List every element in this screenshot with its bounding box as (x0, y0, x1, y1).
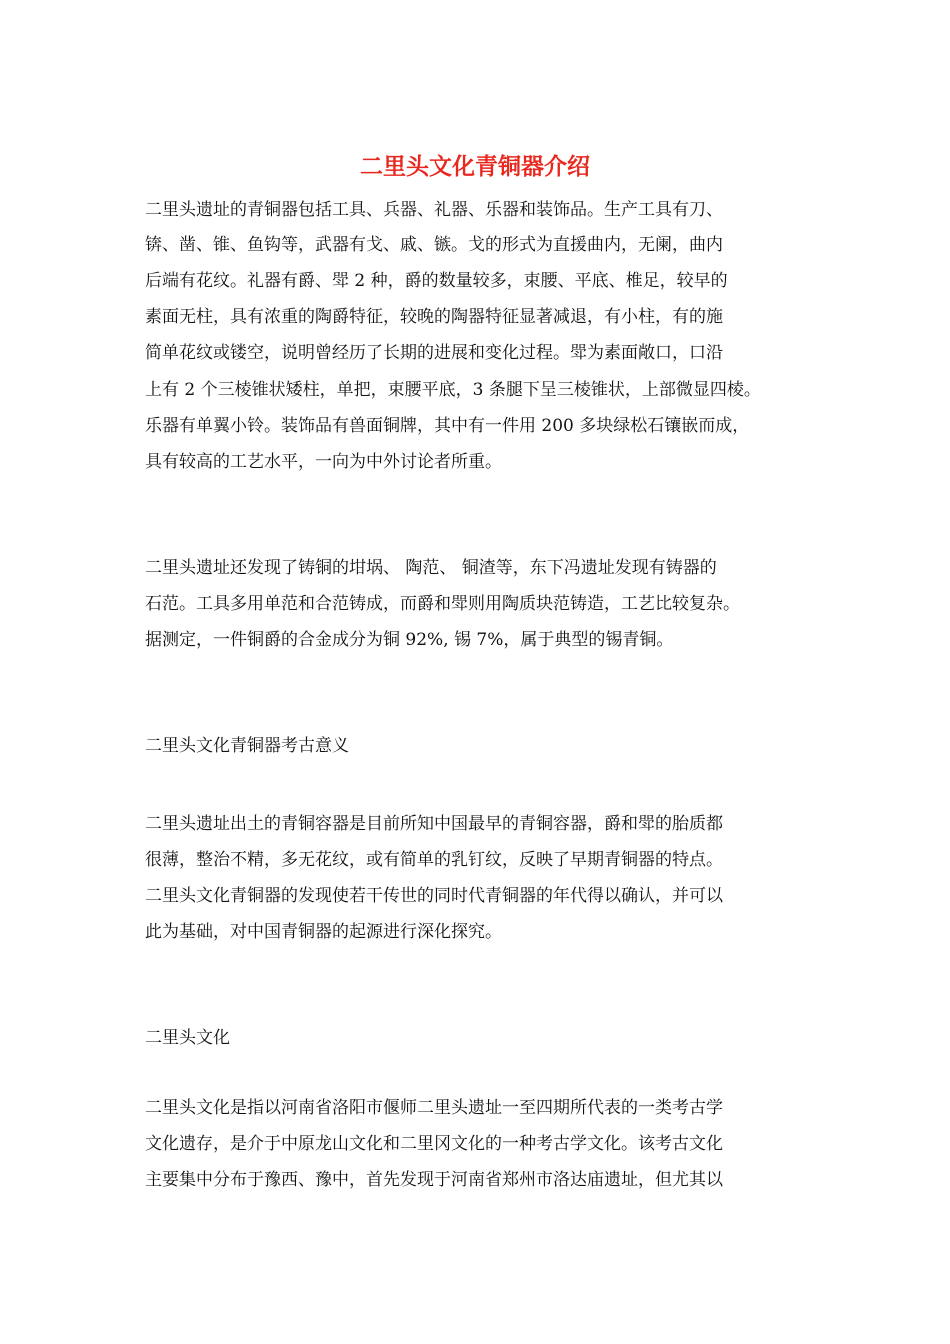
text-line: 二里头遗址出土的青铜容器是目前所知中国最早的青铜容器，爵和斝的胎质都 (145, 814, 723, 834)
text-line: 很薄，整治不精，多无花纹，或有简单的乳钉纹，反映了早期青铜器的特点。 (145, 850, 723, 870)
text-line: 素面无柱，具有浓重的陶爵特征，较晚的陶器特征显著减退，有小柱，有的施 (145, 307, 723, 327)
text-line: 二里头文化青铜器的发现使若干传世的同时代青铜器的年代得以确认，并可以 (145, 886, 723, 906)
text-line: 主要集中分布于豫西、豫中，首先发现于河南省郑州市洛达庙遗址，但尤其以 (145, 1170, 723, 1190)
text-line: 二里头遗址的青铜器包括工具、兵器、礼器、乐器和装饰品。生产工具有刀、 (145, 200, 723, 220)
text-line: 文化遗存，是介于中原龙山文化和二里冈文化的一种考古学文化。该考古文化 (145, 1134, 723, 1154)
document-title: 二里头文化青铜器介绍 (360, 153, 590, 180)
text-line: 二里头遗址还发现了铸铜的坩埚、 陶范、 铜渣等，东下冯遗址发现有铸器的 (145, 558, 717, 578)
text-line: 此为基础，对中国青铜器的起源进行深化探究。 (145, 922, 502, 942)
text-line: 石范。工具多用单范和合范铸成，而爵和斝则用陶质块范铸造，工艺比较复杂。 (145, 594, 740, 614)
text-line: 具有较高的工艺水平，一向为中外讨论者所重。 (145, 452, 502, 472)
text-line: 锛、凿、锥、鱼钩等，武器有戈、戚、镞。戈的形式为直援曲内，无阑，曲内 (145, 235, 723, 255)
text-line: 二里头文化是指以河南省洛阳市偃师二里头遗址一至四期所代表的一类考古学 (145, 1098, 723, 1118)
section-heading-culture: 二里头文化 (145, 1028, 230, 1048)
text-line: 据测定，一件铜爵的合金成分为铜 92%, 锡 7%，属于典型的锡青铜。 (145, 630, 674, 650)
text-line: 上有 2 个三棱锥状矮柱，单把，束腰平底，3 条腿下呈三棱锥状，上部微显四棱。 (145, 380, 761, 400)
section-heading-significance: 二里头文化青铜器考古意义 (145, 736, 349, 756)
text-line: 后端有花纹。礼器有爵、斝 2 种，爵的数量较多，束腰、平底、椎足，较早的 (145, 271, 728, 291)
text-line: 简单花纹或镂空，说明曾经历了长期的进展和变化过程。斝为素面敞口，口沿 (145, 343, 723, 363)
text-line: 乐器有单翼小铃。装饰品有兽面铜牌，其中有一件用 200 多块绿松石镶嵌而成， (145, 416, 750, 436)
